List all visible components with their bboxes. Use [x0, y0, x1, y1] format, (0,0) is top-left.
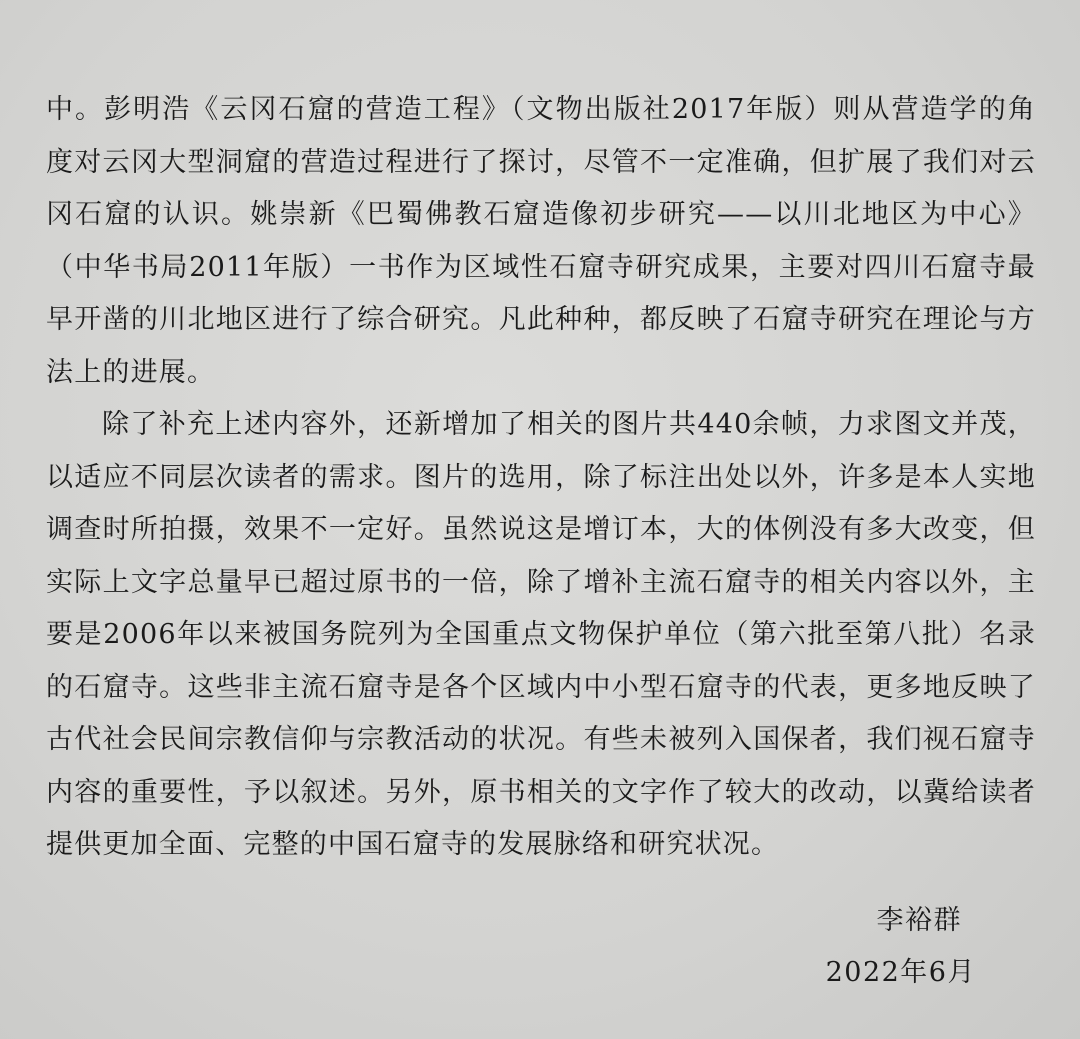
paragraph: 除了补充上述内容外，还新增加了相关的图片共440余帧，力求图文并茂，以适应不同层次读者的需求。图片的选用，除了标注出处以外，许多是本人实地调查时所拍摄，效果不一定好。虽然说这是增订本，大的体例没有多大改变，但实际上文字总量早已超过原书的一倍，除了增补主流石窟寺的相关内容以外，主要是2006年以来被国务院列为全国重点文物保护单位（第六批至第八批）名录的石窟寺。这些非主流石窟寺是各个区域内中小型石窟寺的代表，更多地反映了古代社会民间宗教信仰与宗教活动的状况。有些未被列入国保者，我们视石窟寺内容的重要性，予以叙述。另外，原书相关的文字作了较大的改动，以冀给读者提供更加全面、完整的中国石窟寺的发展脉络和研究状况。 [46, 409, 1036, 860]
author-name: 李裕群 [876, 905, 962, 936]
body-text [46, 84, 1036, 872]
paragraph-continued: 中。彭明浩《云冈石窟的营造工程》（文物出版社2017年版）则从营造学的角度对云冈大型洞窟的营造过程进行了探讨，尽管不一定准确，但扩展了我们对云冈石窟的认识。姚崇新《巴蜀佛教石窟造像初步研究——以川北地区为中心》（中华书局2011年版）一书作为区域性石窟寺研究成果，主要对四川石窟寺最早开凿的川北地区进行了综合研究。凡此种种，都反映了石窟寺研究在理论与方法上的进展。 [46, 94, 1036, 388]
signature-block [826, 895, 976, 999]
signature-date: 2022年6月 [825, 957, 976, 988]
